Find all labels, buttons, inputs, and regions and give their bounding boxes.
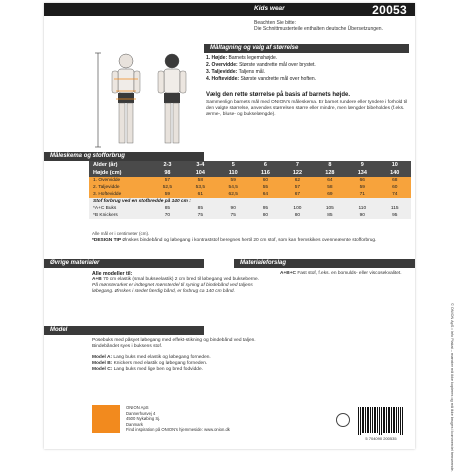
age-row: Alder (år) 2-3 3-4 5 6 7 8 9 10 [89,161,411,169]
measure-item: 3. Taljevidde: Taljens mål. [206,69,266,75]
eco-label-icon [336,413,350,427]
model-text [92,338,272,373]
company-address: ONION ApS Dannerhusvej 4 4500 Nykøbing Sj. Danmark Find inspiration på ONION's hjemmeside: www.onion.dk [126,405,230,432]
table-row: 2. Taljevidde 52,5 53,5 54,5 55 57 58 59 60 [89,184,411,191]
all-models-line: Alle modeller til: [92,271,133,277]
height-row: Højde (cm) 98 104 110 116 122 128 134 140 [89,169,411,177]
table-row: *A+C Buks 85 85 90 95 100 105 110 115 [89,205,411,212]
pattern-sheet [44,3,454,472]
fabric-suggestion-title: Materialeforslag [234,259,415,268]
onion-logo [92,405,120,433]
model-item: Model A: Lang buks med elastik og løbegang forneden. [92,355,211,360]
measurement-list [206,55,411,83]
choose-size-title: Vælg den rette størrelse på basis af barnets højde. [206,92,351,98]
copyright-vertical: © ONION ApS • Info Plakat – mønster må ikke kopieres og må ikke bruges i kommerciel henseende. [450,303,454,472]
notice-line-1: Beachten Sie bitte: [254,20,296,26]
materials-italic-note: På mønsterarket er indtegnet mønsterdel til syning af bindebånd ved taljens løbegang. Ønskes i stedet færdig bånd, er forbrug ca 140 cm bånd. [92,283,253,294]
brand-label: Kids wear [254,5,285,12]
model-item: Model B: Knickers med elastik og løbegang forneden. [92,361,208,366]
design-tip: *DESIGN TIP Ønskes bindebånd og løbegang i kontraststof beregnes hertil 20 cm stof, som kan fremskikes ovenneævnte stofforbrug. [92,238,377,243]
german-notice [254,20,404,33]
header-bar [44,3,415,16]
fabric-title-row: Stof forbrug ved en stofbredde på 140 cm : [89,198,411,205]
notice-line-2: Die Schnittmusterteile enthalten deutsche Übersetzungen. [254,26,383,33]
measure-section-title: Måltagning og valg af størrelse [204,44,409,53]
materials-text [92,271,272,295]
model-section-title: Model [44,326,204,335]
table-row: 3. Hoftevidde 59 61 62,5 64 67 69 71 74 [89,191,411,198]
pattern-number: 20053 [372,3,407,17]
choose-size-text: Sammenlign barnets mål med ONION's måleskema. Er barnet rundere eller tyndere i forhold til den valgte størrelse, anvendes størrelsen større eller mindre, men længder bibeholdes (f.eks. ærme-, bluse- og bukselængde). [206,100,408,117]
ab-materials: A+B 70 cm elastik (smal bukseelastik) 2 cm bred til løbegang ved bukseberne. [92,277,260,282]
materials-section-title: Øvrige materialer [44,259,204,268]
model-item: Model C: Lang buks med lige ben og bred fodvidde. [92,367,203,372]
barcode-icon [358,407,404,435]
table-row: *B Knickers 70 75 75 80 80 85 90 95 [89,212,411,219]
size-section-title: Måleskema og stofforbrug [44,152,204,161]
measure-item: 4. Hoftevidde: Største vandrette mål over hoften. [206,76,317,82]
children-measurement-figures [92,47,200,151]
measure-item: 1. Højde: Barnets legemshøjde. [206,55,278,61]
barcode-number: 5 704090 200535 [365,436,397,441]
table-row: 1. Overvidde 57 58 59 60 62 64 66 68 [89,177,411,184]
model-description: Posebuks med påsyet løbegang med effekt-stikning og bindebånd ved taljen. Bindebåndet syes i buksens stof. [92,338,256,349]
size-chart-table [89,161,411,219]
units-note: Alle mål er i centimeter (cm). [92,231,150,236]
measure-item: 2. Overvidde: Største vandrette mål over brystet. [206,62,316,68]
fabric-suggestion-text: A+B+C Fast stof, f.eks. en bomulds- eller viscosekvalitet. [280,271,402,276]
